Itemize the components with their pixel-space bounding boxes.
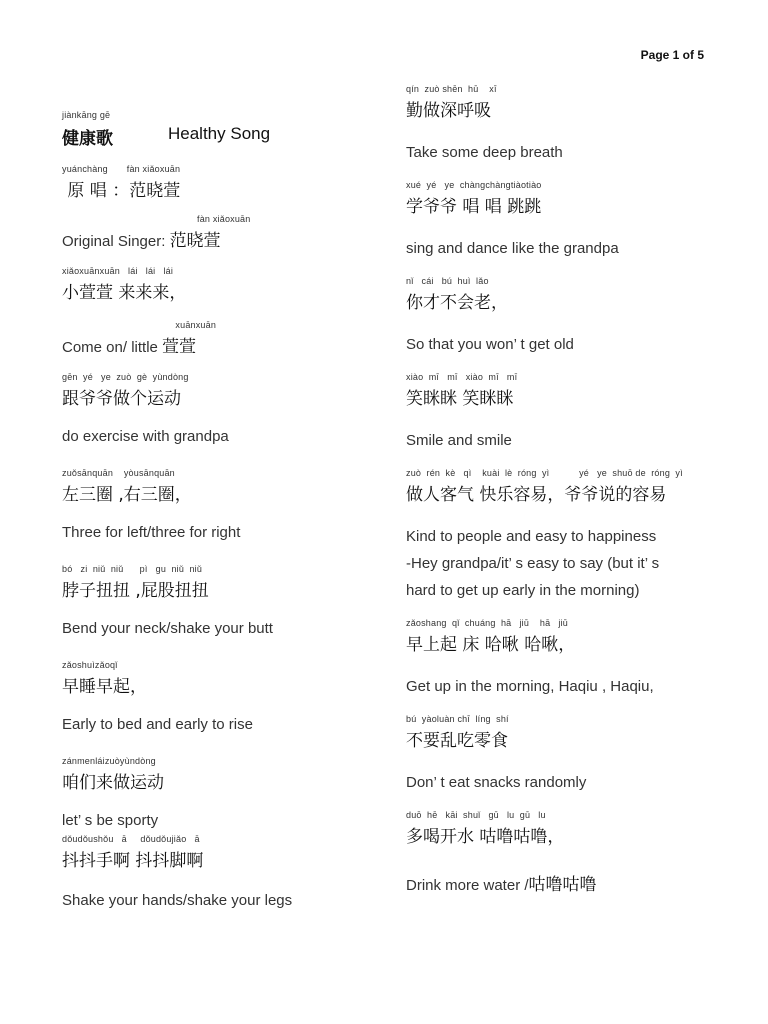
english-translation-line: let’ s be sporty [62, 812, 159, 829]
english-translation-line: Don’ t eat snacks randomly [406, 774, 587, 791]
chinese-lyric-line: 小萱萱 来来来， [62, 283, 187, 303]
chinese-lyric-line: 左三圈 ,右三圈， [62, 485, 192, 505]
english-translation-line: sing and dance like the grandpa [406, 240, 619, 257]
song-title [62, 124, 382, 149]
chinese-lyric-line: 勤做深呼吸 [406, 101, 491, 121]
mixed-translation-line [62, 226, 221, 251]
english-translation-line: Take some deep breath [406, 144, 563, 161]
pinyin-line: zánmenláizuòyùndòng [62, 756, 156, 766]
pinyin-line: xiǎoxuānxuān lái lái lái [62, 266, 174, 276]
chinese-lyric-line: 学爷爷 唱 唱 跳跳 [406, 197, 542, 217]
chinese-lyric-line: 早睡早起， [62, 677, 147, 697]
chinese-lyric-line: 跟爷爷做个运动 [62, 389, 181, 409]
pinyin-line: zǎoshuìzǎoqǐ [62, 660, 118, 670]
pinyin-line: fàn xiǎoxuān [62, 214, 251, 224]
chinese-lyric-line: 笑眯眯 笑眯眯 [406, 389, 514, 409]
english-text: Come on/ little [62, 339, 163, 356]
mixed-translation-line [62, 332, 196, 357]
mixed-translation-line [406, 870, 597, 895]
english-translation-line: Kind to people and easy to happiness [406, 528, 657, 545]
chinese-lyric-line: 多喝开水 咕噜咕噜， [406, 827, 565, 847]
english-translation-line: Smile and smile [406, 432, 512, 449]
english-translation-line: Early to bed and early to rise [62, 716, 253, 733]
pinyin-line: yuánchàng fàn xiǎoxuān [62, 164, 181, 174]
chinese-text: 萱萱 [162, 337, 197, 357]
page-number: Page 1 of 5 [640, 48, 704, 62]
chinese-text: 范晓萱 [169, 231, 221, 251]
pinyin-line: gēn yé ye zuò gè yùndòng [62, 372, 189, 382]
pinyin-line: xuānxuān [62, 320, 217, 330]
english-translation-line: do exercise with grandpa [62, 428, 229, 445]
pinyin-line: zuò rén kè qì kuài lè róng yì yé ye shuō de róng yì [406, 468, 683, 478]
chinese-lyric-line: 咱们来做运动 [62, 773, 164, 793]
chinese-lyric-line: 脖子扭扭 ,屁股扭扭 [62, 581, 209, 601]
pinyin-line: xué yé ye chàngchàngtiàotiào [406, 180, 542, 190]
pinyin-line: bú yàoluàn chī líng shí [406, 714, 509, 724]
english-translation-line: Get up in the morning, Haqiu , Haqiu, [406, 678, 654, 695]
chinese-text: 咕噜咕噜 [528, 875, 597, 895]
chinese-lyric-line: 做人客气 快乐容易，爷爷说的容易 [406, 485, 667, 505]
pinyin-line: dǒudǒushǒu ā dǒudǒujiǎo ā [62, 834, 200, 844]
english-text: Original Singer: [62, 233, 170, 250]
english-translation-line: So that you won’ t get old [406, 336, 574, 353]
song-title-english: Healthy Song [168, 124, 271, 143]
english-translation-line: Bend your neck/shake your butt [62, 620, 273, 637]
chinese-lyric-line: 不要乱吃零食 [406, 731, 508, 751]
pinyin-line: qín zuò shēn hū xī [406, 84, 497, 94]
english-translation-line: Shake your hands/shake your legs [62, 892, 293, 909]
pinyin-line: xiào mī mī xiào mī mī [406, 372, 518, 382]
pinyin-line: bó zi niǔ niǔ pì gu niǔ niǔ [62, 564, 203, 574]
pinyin-line: zǎoshang qǐ chuáng hā jiū hā jiū [406, 618, 569, 628]
english-translation-line: hard to get up early in the morning) [406, 582, 640, 599]
pinyin-line: zuǒsānquān yòusānquān [62, 468, 175, 478]
chinese-lyric-line: 你才不会老， [406, 293, 508, 313]
chinese-lyric-line: 早上起 床 哈啾 哈啾， [406, 635, 576, 655]
english-translation-line: -Hey grandpa/it’ s easy to say (but it’ s [406, 555, 660, 572]
english-translation-line: Three for left/three for right [62, 524, 241, 541]
song-title-chinese: 健康歌 [62, 129, 113, 149]
pinyin-line: jiànkāng gē [62, 110, 111, 120]
pinyin-line: duō hē kāi shuǐ gū lu gū lu [406, 810, 546, 820]
chinese-lyric-line: 抖抖手啊 抖抖脚啊 [62, 851, 204, 871]
pinyin-line: nǐ cái bú huì lǎo [406, 276, 489, 286]
chinese-lyric-line: 原 唱 ：范晓萱 [62, 181, 181, 201]
english-text: Drink more water / [406, 877, 529, 894]
